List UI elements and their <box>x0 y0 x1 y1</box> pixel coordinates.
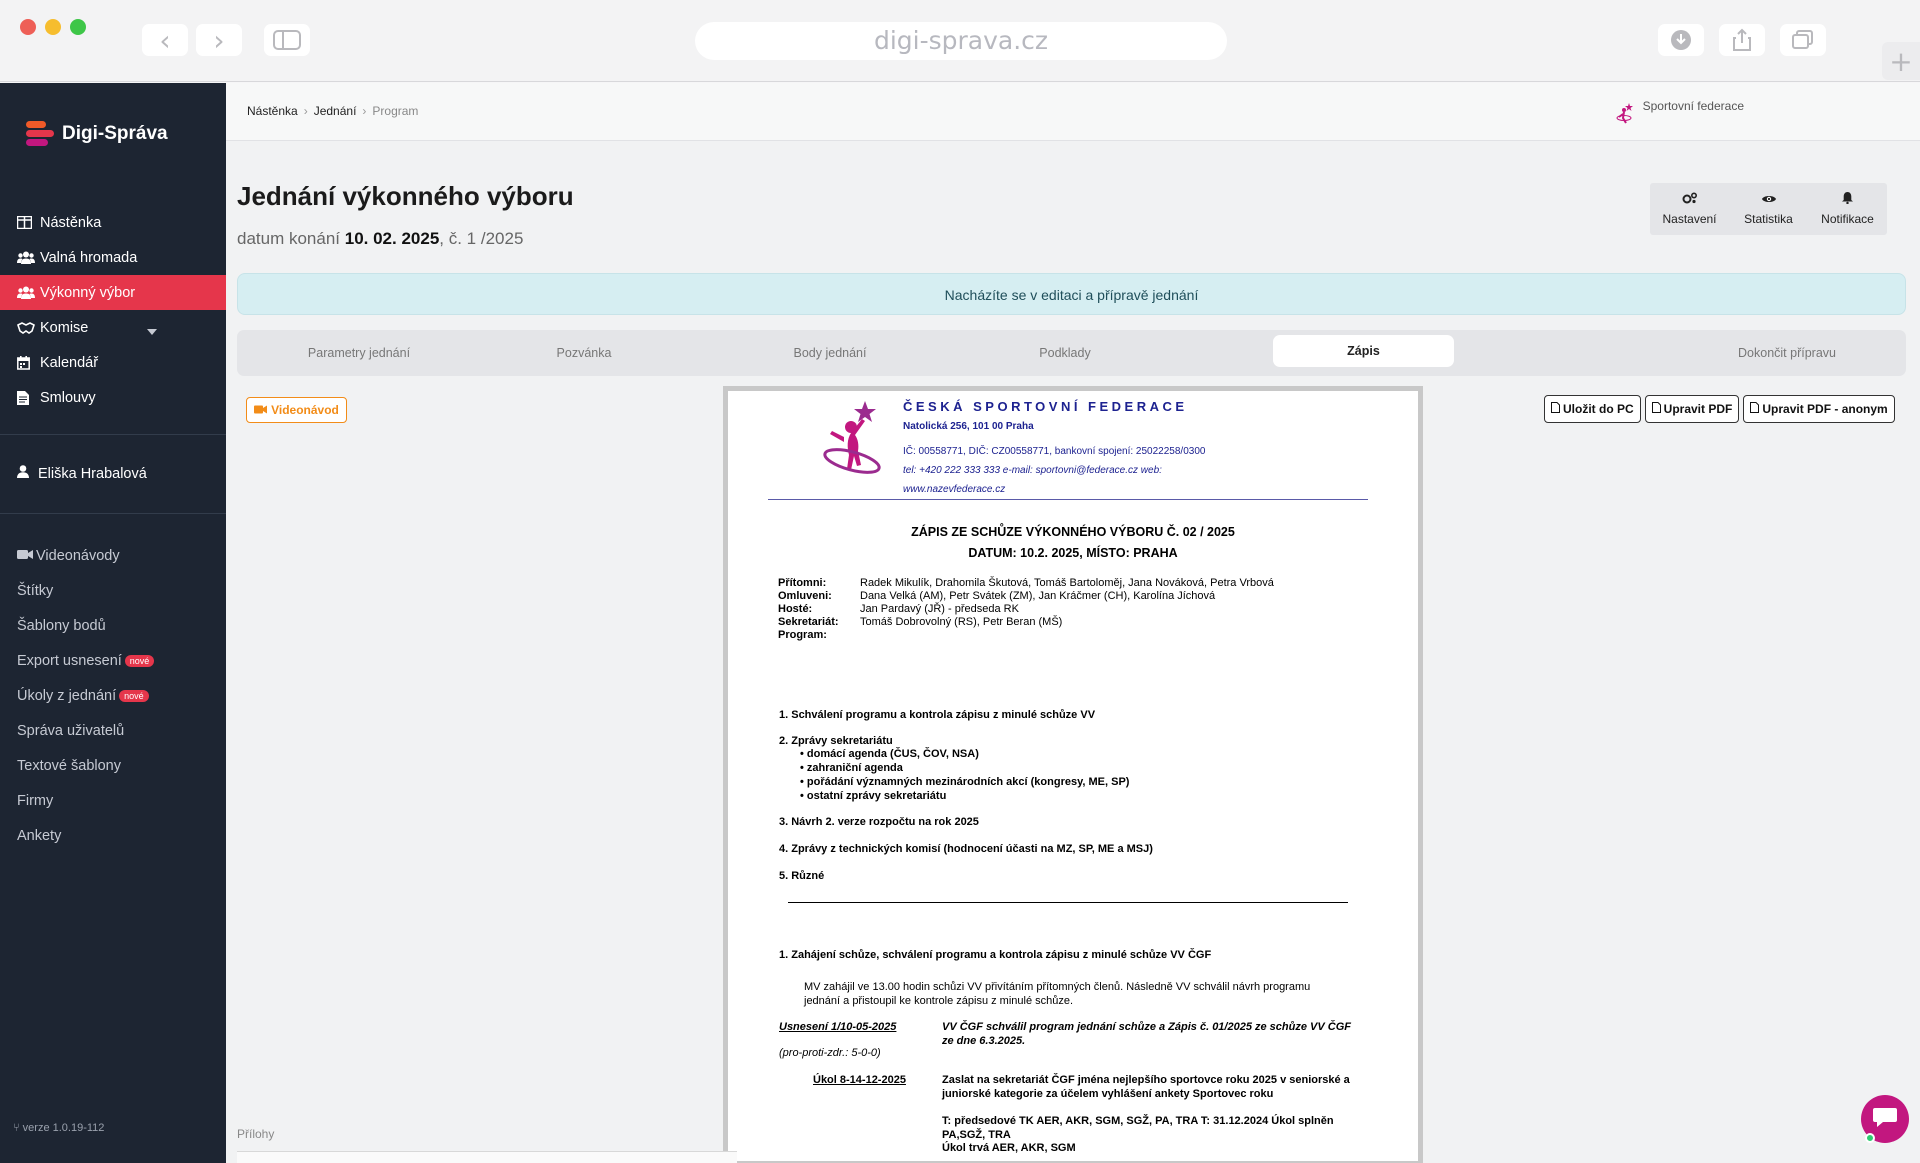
breadcrumb-separator-icon: › <box>362 104 367 118</box>
current-user[interactable] <box>17 465 147 482</box>
program-subitem: • ostatní zprávy sekretariátu <box>800 790 947 802</box>
sidebar-item-label: Správa uživatelů <box>17 722 125 739</box>
doc-ids: IČ: 00558771, DIČ: CZ00558771, bankovní spojení: 25022258/0300 <box>903 446 1206 457</box>
top-bar <box>226 83 1920 141</box>
save-to-pc-button[interactable] <box>1544 395 1641 423</box>
sidebar-item-nastenka[interactable] <box>0 205 226 240</box>
sidebar-item-label: Kalendář <box>40 354 99 371</box>
tab-podklady[interactable]: Podklady <box>1039 346 1091 360</box>
main-nav <box>0 205 226 415</box>
doc-subheading: DATUM: 10.2. 2025, MÍSTO: PRAHA <box>968 546 1178 560</box>
doc-web: www.nazevfederace.cz <box>903 484 1006 495</box>
doc-address: Natolická 256, 101 00 Praha <box>903 421 1034 432</box>
doc-org-name: ČESKÁ SPORTOVNÍ FEDERACE <box>903 399 1188 414</box>
program-subitem: • domácí agenda (ČUS, ČOV, NSA) <box>800 748 979 760</box>
notifications-button[interactable] <box>1808 183 1887 235</box>
sidebar-item-label: Textové šablony <box>17 757 121 774</box>
tab-pozvanka[interactable]: Pozvánka <box>556 346 612 360</box>
task-text: Zaslat na sekretariát ČGF jména nejlepšího sportovce roku 2025 v seniorské a juniorské kategorie za účelem vyhlášení ankety Sportovec roku <box>942 1074 1350 1100</box>
edit-pdf-anonymous-label: Upravit PDF - anonym <box>1762 402 1888 416</box>
program-subitem: • pořádání významných mezinárodních akcí (kongresy, ME, SP) <box>800 776 1130 788</box>
sidebar-item-label: Šablony bodů <box>17 617 106 634</box>
program-subitem: • zahraniční agenda <box>800 762 903 774</box>
sidebar-item-label: Výkonný výbor <box>40 284 136 301</box>
attendance-label: Omluveni: <box>778 590 832 602</box>
attendance-label: Přítomni: <box>778 577 827 589</box>
save-to-pc-label: Uložit do PC <box>1563 402 1634 416</box>
attendance-label: Sekretariát: <box>778 616 839 628</box>
user-name: Eliška Hrabalová <box>38 465 147 482</box>
online-status-indicator <box>1865 1133 1875 1143</box>
document-actions <box>1544 395 1895 423</box>
sidebar-divider <box>0 513 226 514</box>
chevron-down-icon[interactable] <box>147 324 157 340</box>
resolution-label: Usnesení 1/10-05-2025 <box>779 1021 897 1033</box>
tab-parametry-jednani[interactable]: Parametry jednání <box>307 346 411 360</box>
git-branch-icon: ⑂ <box>13 1122 20 1134</box>
sidebar-item-label: Ankety <box>17 827 62 844</box>
app-version <box>13 1122 104 1134</box>
settings-button[interactable] <box>1650 183 1729 235</box>
handshake-icon <box>17 321 35 335</box>
notifications-label: Notifikace <box>1821 212 1874 226</box>
sidebar-item-label: Komise <box>40 319 89 336</box>
sidebar-item-label: Smlouvy <box>40 389 96 406</box>
back-icon[interactable]: ‹ <box>142 24 188 56</box>
video-tutorial-label: Videonávod <box>271 403 339 417</box>
statistics-label: Statistika <box>1744 211 1793 226</box>
breadcrumb <box>247 104 418 118</box>
brand-name: Digi-Správa <box>62 123 168 144</box>
maximize-window-button[interactable] <box>70 19 86 35</box>
section-heading: 1. Zahájení schůze, schválení programu a kontrola zápisu z minulé schůze VV ČGF <box>779 949 1212 961</box>
share-icon[interactable] <box>1719 24 1765 56</box>
doc-divider <box>788 902 1348 903</box>
minutes-pdf-preview[interactable] <box>723 386 1423 1163</box>
users-icon <box>17 286 35 300</box>
video-camera-icon <box>254 403 267 417</box>
breadcrumb-current: Program <box>372 104 419 118</box>
users-icon <box>17 251 35 265</box>
task-label: Úkol 8-14-12-2025 <box>813 1074 906 1086</box>
breadcrumb-item[interactable]: Jednání <box>313 104 357 118</box>
sidebar-item-sprava-uzivatelu[interactable] <box>0 713 226 748</box>
doc-header-rule <box>768 499 1368 500</box>
tab-zapis[interactable]: Zápis <box>1273 335 1454 367</box>
sidebar-divider <box>0 434 226 435</box>
federation-logo-icon <box>1615 101 1637 128</box>
gears-icon <box>1682 192 1698 207</box>
app-logo[interactable] <box>26 117 168 151</box>
breadcrumb-item[interactable]: Nástěnka <box>247 104 298 118</box>
sidebar-item-label: Nástěnka <box>40 214 102 231</box>
resolution-text: VV ČGF schválil program jednání schůze a Zápis č. 01/2025 ze schůze VV ČGF ze dne 6.3.2025. <box>942 1021 1351 1047</box>
doc-heading: ZÁPIS ZE SCHŮZE VÝKONNÉHO VÝBORU Č. 02 / 2025 <box>911 525 1235 539</box>
sidebar-item-smlouvy[interactable] <box>0 380 226 415</box>
statistics-button[interactable] <box>1729 183 1808 235</box>
task-deadline: T: předsedové TK AER, AKR, SGM, SGŽ, PA, TRA T: 31.12.2024 Úkol splněn PA,SGŽ, TRA <box>942 1115 1334 1141</box>
video-tutorial-button[interactable] <box>246 397 347 423</box>
dashboard-icon <box>17 216 35 230</box>
file-pdf-icon <box>1750 402 1759 416</box>
tab-body-jednani[interactable]: Body jednání <box>793 346 867 360</box>
sidebar-item-valna-hromada[interactable] <box>0 240 226 275</box>
page-actions <box>1650 183 1887 235</box>
program-item: 5. Různé <box>779 870 825 882</box>
close-window-button[interactable] <box>20 19 36 35</box>
editor-toolbar[interactable] <box>237 1151 737 1163</box>
tab-dokoncit-pripravu[interactable]: Dokončit přípravu <box>1738 346 1836 360</box>
document-icon <box>17 391 35 405</box>
url-bar[interactable]: digi-sprava.cz <box>695 22 1227 60</box>
chat-button[interactable] <box>1861 1095 1909 1143</box>
new-badge: nové <box>119 690 149 702</box>
meeting-date: 10. 02. 2025 <box>344 229 440 248</box>
sidebar-toggle-icon[interactable] <box>264 24 310 56</box>
download-icon[interactable] <box>1658 24 1704 56</box>
sidebar-item-label: Úkoly z jednání <box>17 687 117 704</box>
attendance-value: Dana Velká (AM), Petr Svátek (ZM), Jan Kráčmer (CH), Karolína Jíchová <box>860 590 1216 602</box>
edit-pdf-anonymous-button[interactable] <box>1743 395 1894 423</box>
sidebar-item-kalendar[interactable] <box>0 345 226 380</box>
sidebar-item-label: Valná hromada <box>40 249 138 266</box>
secondary-nav <box>0 538 226 853</box>
organization-name: Sportovní federace <box>1642 99 1744 113</box>
sidebar-item-export-usneseni[interactable] <box>0 643 226 678</box>
bell-icon <box>1842 192 1853 207</box>
sidebar-item-label: Štítky <box>17 582 54 599</box>
attendance-value: Jan Pardavý (JŘ) - předseda RK <box>860 603 1019 615</box>
video-camera-icon <box>17 548 33 564</box>
sidebar-item-videonavody[interactable] <box>0 538 226 573</box>
sidebar-item-vykonny-vybor[interactable] <box>0 275 226 310</box>
edit-mode-notice: Nacházíte se v editaci a přípravě jednání <box>237 273 1906 315</box>
sidebar-item-stitky[interactable] <box>0 573 226 608</box>
attendance-value: Tomáš Dobrovolný (RS), Petr Beran (MŠ) <box>860 616 1063 628</box>
doc-contact: tel: +420 222 333 333 e-mail: sportovni@federace.cz web: <box>903 465 1162 476</box>
forward-icon[interactable]: › <box>196 24 242 56</box>
file-pdf-icon <box>1652 402 1661 416</box>
sidebar-item-label: Export usnesení <box>17 652 122 669</box>
sidebar-item-label: Firmy <box>17 792 54 809</box>
tabs-overview-icon[interactable] <box>1780 24 1826 56</box>
subtitle-prefix: datum konání <box>237 229 345 248</box>
calendar-icon <box>17 356 35 370</box>
page-title: Jednání výkonného výboru <box>237 181 574 211</box>
program-item: 4. Zprávy z technických komisí (hodnocení účasti na MZ, SP, ME a MSJ) <box>779 843 1153 855</box>
vote-result: (pro-proti-zdr.: 5-0-0) <box>779 1047 881 1059</box>
new-badge: nové <box>125 655 155 667</box>
sidebar-item-ankety[interactable] <box>0 818 226 853</box>
program-item: 1. Schválení programu a kontrola zápisu z minulé schůze VV <box>779 709 1096 721</box>
breadcrumb-separator-icon: › <box>303 104 308 118</box>
logo-mark-icon <box>26 119 56 149</box>
settings-label: Nastavení <box>1662 212 1717 226</box>
eye-icon <box>1762 193 1776 207</box>
attachments-label: Přílohy <box>237 1127 275 1141</box>
minimize-window-button[interactable] <box>45 19 61 35</box>
sidebar-item-komise[interactable] <box>0 310 226 345</box>
task-ongoing: Úkol trvá AER, AKR, SGM <box>942 1142 1076 1154</box>
edit-pdf-label: Upravit PDF <box>1663 402 1733 416</box>
version-text: verze 1.0.19-112 <box>22 1122 105 1134</box>
federation-logo-icon <box>818 399 888 486</box>
sidebar-item-sablony-bodu[interactable] <box>0 608 226 643</box>
program-item: 2. Zprávy sekretariátu <box>779 735 893 747</box>
meeting-tabs <box>237 330 1906 376</box>
attendance-value: Radek Mikulík, Drahomila Škutová, Tomáš Bartoloměj, Jana Nováková, Petra Vrbová <box>860 577 1274 589</box>
edit-pdf-button[interactable] <box>1645 395 1740 423</box>
sidebar <box>0 83 226 1163</box>
meeting-number: , č. 1 /2025 <box>439 229 524 248</box>
new-tab-icon[interactable]: + <box>1882 42 1920 80</box>
sidebar-item-textove-sablony[interactable] <box>0 748 226 783</box>
chat-bubble-icon <box>1872 1106 1898 1133</box>
organization-switcher[interactable] <box>1615 99 1744 128</box>
section-text: MV zahájil ve 13.00 hodin schůzi VV přivítáním přítomných členů. Následně VV schválil návrh programu jednání a přistoupil ke kontrole zápisu z minulé schůze. <box>804 981 1311 1007</box>
sidebar-item-firmy[interactable] <box>0 783 226 818</box>
program-item: 3. Návrh 2. verze rozpočtu na rok 2025 <box>779 816 979 828</box>
attendance-label: Program: <box>778 629 827 641</box>
file-pdf-icon <box>1551 402 1560 416</box>
user-icon <box>17 465 29 482</box>
sidebar-item-ukoly-z-jednani[interactable] <box>0 678 226 713</box>
sidebar-item-label: Videonávody <box>36 547 120 564</box>
page-subtitle <box>237 229 523 249</box>
attendance-label: Hosté: <box>778 603 813 615</box>
main-content <box>226 83 1920 1163</box>
browser-toolbar <box>0 0 1920 82</box>
